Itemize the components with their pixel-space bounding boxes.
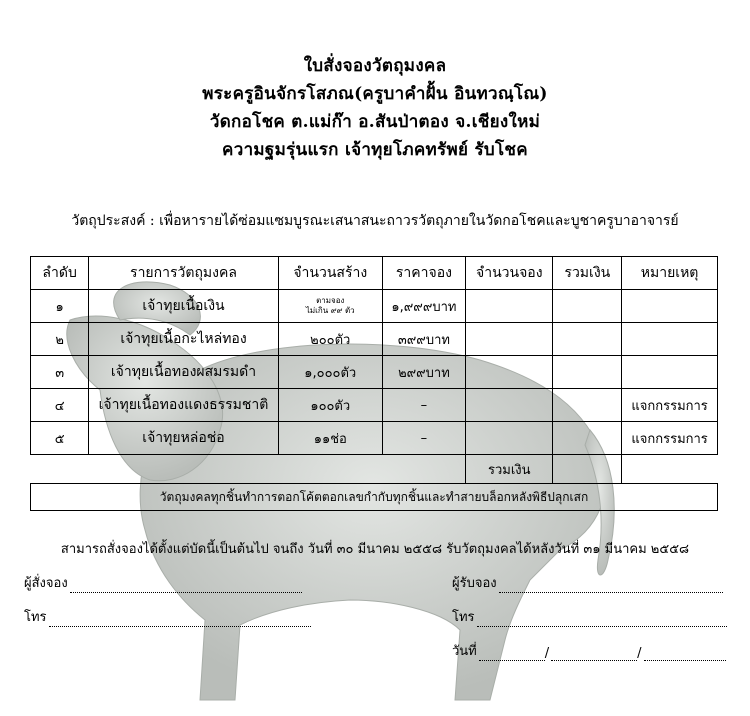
row-item: เจ้าทุยเนื้อกะไหล่ทอง (89, 323, 278, 356)
table-row (31, 389, 718, 422)
row-order-qty-field[interactable] (466, 422, 553, 455)
header-order-qty: จำนวนจอง (466, 257, 553, 290)
row-subtotal-field[interactable] (553, 290, 622, 323)
row-subtotal-field[interactable] (553, 422, 622, 455)
order-schedule: สามารถสั่งจองได้ตั้งแต่บัดนี้เป็นต้นไป จนถึง วันที่ ๓๐ มีนาคม ๒๕๕๘ รับวัตถุมงคลได้หลังวันที่ ๓๑ มีนาคม ๒๕๕๘ (60, 542, 690, 557)
row-no: ๒ (31, 323, 89, 356)
row-order-qty-field[interactable] (466, 323, 553, 356)
row-quantity-top: ตามจอง (316, 296, 345, 305)
receiver-phone-line (452, 606, 727, 627)
orderer-phone-line (24, 606, 311, 627)
table-row (31, 323, 718, 356)
orderer-phone-field[interactable] (49, 612, 311, 627)
total-row (31, 455, 718, 484)
row-remark (622, 356, 718, 389)
row-no: ๑ (31, 290, 89, 323)
row-no: ๕ (31, 422, 89, 455)
receiver-phone-label: โทร (452, 610, 475, 625)
header-subtotal: รวมเงิน (553, 257, 622, 290)
document-title: ใบสั่งจองวัตถุมงคล (303, 56, 447, 76)
row-subtotal-field[interactable] (553, 389, 622, 422)
row-quantity (278, 290, 382, 323)
header-price: ราคาจอง (382, 257, 465, 290)
row-price: ๓๙๙บาท (382, 323, 465, 356)
table-header-row (31, 257, 718, 290)
table-row (31, 356, 718, 389)
total-label: รวมเงิน (466, 455, 553, 484)
monk-name: พระครูอินจักรโสภณ(ครูบาคำฝั้น อินทวณฺโณ) (202, 84, 548, 104)
receiver-phone-field[interactable] (477, 612, 727, 627)
row-order-qty-field[interactable] (466, 389, 553, 422)
temple-address: วัดกอโชค ต.แม่ก๊า อ.สันป่าตอง จ.เชียงใหม่ (209, 112, 541, 132)
row-no: ๓ (31, 356, 89, 389)
row-item: เจ้าทุยเนื้อทองผสมรมดำ (89, 356, 278, 389)
orderer-line (24, 572, 302, 593)
row-item: เจ้าทุยเนื้อเงิน (89, 290, 278, 323)
row-item: เจ้าทุยเนื้อทองแดงธรรมชาติ (89, 389, 278, 422)
header-item: รายการวัตถุมงคล (89, 257, 278, 290)
row-price: – (382, 389, 465, 422)
date-separator: / (637, 646, 642, 661)
row-quantity: ๑,๐๐๐ตัว (278, 356, 382, 389)
date-day-field[interactable] (479, 646, 545, 661)
row-no: ๔ (31, 389, 89, 422)
header-quantity: จำนวนสร้าง (278, 257, 382, 290)
table-row (31, 422, 718, 455)
series-name: ความฐมรุ่นแรก เจ้าทุยโภคทรัพย์ รับโชค (222, 140, 528, 160)
header-no: ลำดับ (31, 257, 89, 290)
row-quantity: ๒๐๐ตัว (278, 323, 382, 356)
orderer-label: ผู้สั่งจอง (24, 576, 68, 591)
date-label: วันที่ (452, 644, 477, 659)
row-price: ๑,๙๙๙บาท (382, 290, 465, 323)
row-remark (622, 290, 718, 323)
orderer-field[interactable] (70, 578, 302, 593)
date-separator: / (544, 646, 550, 661)
date-line (452, 640, 726, 661)
document-header (0, 52, 750, 164)
row-subtotal-field[interactable] (553, 356, 622, 389)
total-amount-field[interactable] (553, 455, 622, 484)
table-footnote: วัตถุมงคลทุกชิ้นทำการตอกโค้ตตอกเลขกำกับทุกชิ้นและทำสายบล็อกหลังพิธีปลุกเสก (31, 484, 718, 511)
row-price: – (382, 422, 465, 455)
row-quantity: ๑๑ช่อ (278, 422, 382, 455)
row-item: เจ้าทุยหล่อช่อ (89, 422, 278, 455)
row-order-qty-field[interactable] (466, 356, 553, 389)
row-remark: แจกกรรมการ (622, 422, 718, 455)
row-quantity-bottom: ไม่เกิน ๙๙ ตัว (305, 306, 355, 315)
purpose-statement: วัตถุประสงค์ : เพื่อหารายได้ซ่อมแซมบูรณะเสนาสนะถาวรวัตถุภายในวัดกอโชคและบูชาครูบาอาจารย์ (71, 213, 679, 229)
date-year-field[interactable] (644, 646, 726, 661)
total-row-spacer-right (622, 455, 718, 484)
receiver-line (452, 572, 723, 593)
order-table (30, 256, 718, 511)
footnote-row (31, 484, 718, 511)
row-subtotal-field[interactable] (553, 323, 622, 356)
table-row (31, 290, 718, 323)
receiver-field[interactable] (499, 578, 723, 593)
row-order-qty-field[interactable] (466, 290, 553, 323)
header-remark: หมายเหตุ (622, 257, 718, 290)
row-remark (622, 323, 718, 356)
date-month-field[interactable] (551, 646, 637, 661)
row-quantity: ๑๐๐ตัว (278, 389, 382, 422)
row-price: ๒๙๙บาท (382, 356, 465, 389)
receiver-label: ผู้รับจอง (452, 576, 497, 591)
row-remark: แจกกรรมการ (622, 389, 718, 422)
orderer-phone-label: โทร (24, 610, 47, 625)
total-row-spacer (31, 455, 466, 484)
